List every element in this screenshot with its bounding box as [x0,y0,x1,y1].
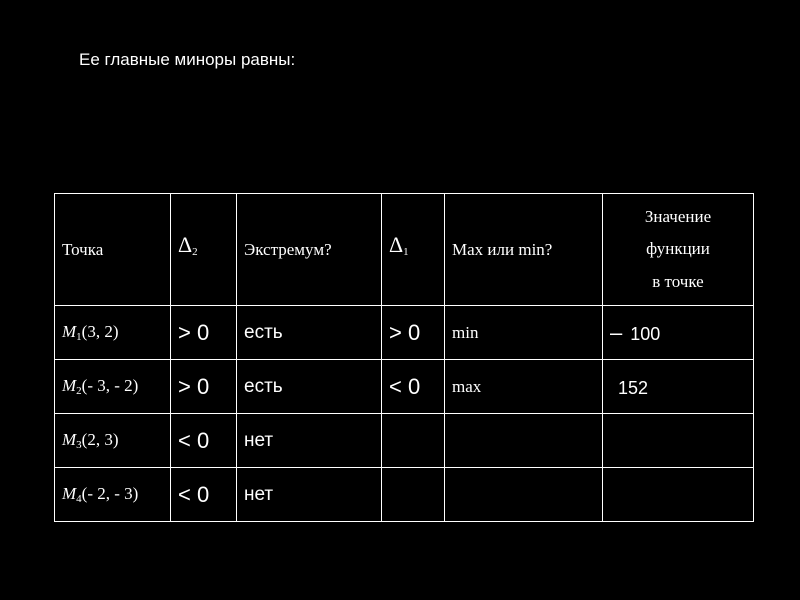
header-function-value: Значение функции в точке [603,194,754,306]
cell-function-value [603,414,754,468]
cell-delta2: < 0 [171,468,237,522]
cell-delta1: > 0 [382,306,445,360]
cell-point: $M_2(-$ 3, - 2) [55,360,171,414]
cell-maxmin: max [445,360,603,414]
cell-extremum: есть [237,360,382,414]
cell-delta1: < 0 [382,360,445,414]
cell-delta1 [382,468,445,522]
extremum-table [54,193,754,522]
header-extremum: Экстремум? [237,194,382,306]
cell-maxmin: min [445,306,603,360]
header-point: Точка [55,194,171,306]
cell-maxmin [445,468,603,522]
cell-point: $M_4(-$ 2, - 3) [55,468,171,522]
cell-maxmin [445,414,603,468]
table-row [55,306,754,360]
cell-delta2: > 0 [171,306,237,360]
cell-point: $M_1(3$, 2) [55,306,171,360]
page-heading: Ее главные миноры равны: [79,50,296,69]
table-row [55,360,754,414]
cell-delta1 [382,414,445,468]
cell-delta2: < 0 [171,414,237,468]
header-delta2: $\Delta_2$ [171,194,237,306]
cell-function-value: – 100 [603,306,754,360]
cell-extremum: есть [237,306,382,360]
cell-delta2: > 0 [171,360,237,414]
cell-point: $M_3(2$, 3) [55,414,171,468]
cell-extremum: нет [237,468,382,522]
table-row [55,468,754,522]
header-maxmin: Max или min? [445,194,603,306]
table-row [55,414,754,468]
cell-extremum: нет [237,414,382,468]
header-delta1: $\Delta_1$ [382,194,445,306]
table-header-row [55,194,754,306]
cell-function-value: 152 [603,360,754,414]
cell-function-value [603,468,754,522]
